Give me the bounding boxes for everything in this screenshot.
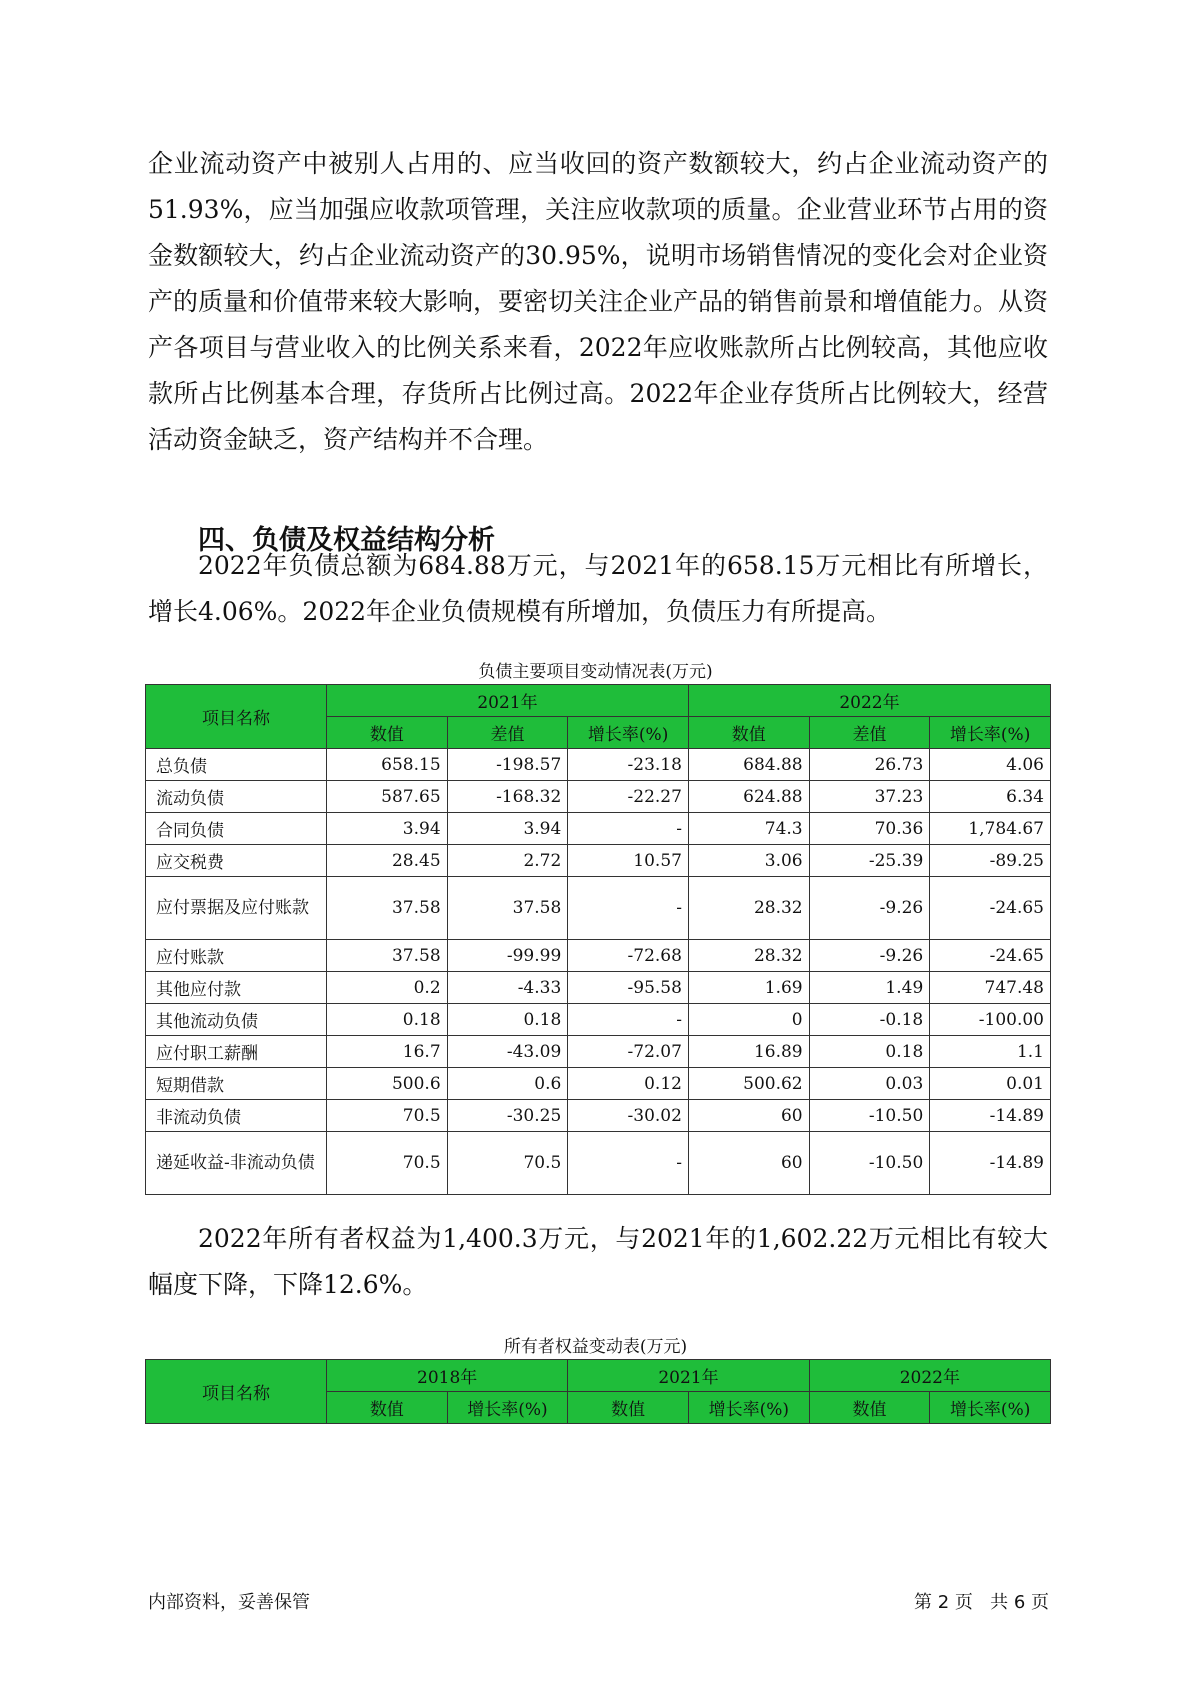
table-row	[146, 940, 1051, 972]
rate-2021: -72.07	[568, 1036, 689, 1068]
table-row	[146, 781, 1051, 813]
value-2022: 0	[688, 1004, 809, 1036]
diff-2021: 37.58	[447, 877, 568, 940]
rate-2021: -	[568, 1004, 689, 1036]
rate-2021: -30.02	[568, 1100, 689, 1132]
diff-2021: 70.5	[447, 1132, 568, 1195]
diff-2022: 26.73	[809, 749, 930, 781]
equity-table	[145, 1359, 1051, 1424]
header-year-2018: 2018年	[326, 1360, 567, 1392]
table-row	[146, 845, 1051, 877]
rate-2021: -	[568, 813, 689, 845]
rate-2022: -24.65	[930, 877, 1051, 940]
value-2021: 70.5	[326, 1132, 447, 1195]
value-2021: 587.65	[326, 781, 447, 813]
rate-2022: -14.89	[930, 1132, 1051, 1195]
header-year-2022: 2022年	[688, 685, 1050, 717]
value-2021: 0.18	[326, 1004, 447, 1036]
diff-2022: 0.03	[809, 1068, 930, 1100]
value-2022: 1.69	[688, 972, 809, 1004]
value-2022: 500.62	[688, 1068, 809, 1100]
header-value: 数值	[809, 1392, 930, 1424]
rate-2021: -72.68	[568, 940, 689, 972]
header-rate: 增长率(%)	[568, 717, 689, 749]
header-value: 数值	[568, 1392, 689, 1424]
diff-2021: -99.99	[447, 940, 568, 972]
diff-2022: -25.39	[809, 845, 930, 877]
table-row	[146, 1036, 1051, 1068]
footer-page-number: 第 2 页 共 6 页	[914, 1592, 1049, 1613]
rate-2021: -	[568, 1132, 689, 1195]
rate-2022: -24.65	[930, 940, 1051, 972]
diff-2021: 0.6	[447, 1068, 568, 1100]
row-name: 其他流动负债	[146, 1004, 327, 1036]
diff-2021: -43.09	[447, 1036, 568, 1068]
header-year-2021: 2021年	[326, 685, 688, 717]
value-2021: 37.58	[326, 940, 447, 972]
table-row	[146, 877, 1051, 940]
paragraph-liabilities-summary: 2022年负债总额为684.88万元，与2021年的658.15万元相比有所增长，增长4.06%。2022年企业负债规模有所增加，负债压力有所提高。	[148, 551, 1048, 626]
footer-confidential-note: 内部资料，妥善保管	[148, 1592, 310, 1613]
diff-2021: -4.33	[447, 972, 568, 1004]
value-2021: 28.45	[326, 845, 447, 877]
row-name: 流动负债	[146, 781, 327, 813]
diff-2021: 2.72	[447, 845, 568, 877]
value-2021: 0.2	[326, 972, 447, 1004]
rate-2022: -14.89	[930, 1100, 1051, 1132]
value-2022: 16.89	[688, 1036, 809, 1068]
diff-2022: 0.18	[809, 1036, 930, 1068]
liability-table	[145, 684, 1051, 1195]
header-value: 数值	[326, 717, 447, 749]
header-value: 数值	[326, 1392, 447, 1424]
diff-2022: -9.26	[809, 877, 930, 940]
paragraph-equity-summary: 2022年所有者权益为1,400.3万元，与2021年的1,602.22万元相比有较大幅度下降，下降12.6%。	[148, 1224, 1048, 1299]
diff-2022: 1.49	[809, 972, 930, 1004]
table-row	[146, 813, 1051, 845]
header-year-2022: 2022年	[809, 1360, 1050, 1392]
row-name: 非流动负债	[146, 1100, 327, 1132]
header-rate: 增长率(%)	[688, 1392, 809, 1424]
value-2021: 16.7	[326, 1036, 447, 1068]
value-2021: 500.6	[326, 1068, 447, 1100]
table-row	[146, 972, 1051, 1004]
rate-2022: 4.06	[930, 749, 1051, 781]
diff-2021: 0.18	[447, 1004, 568, 1036]
header-value: 数值	[688, 717, 809, 749]
value-2021: 658.15	[326, 749, 447, 781]
value-2021: 70.5	[326, 1100, 447, 1132]
value-2022: 3.06	[688, 845, 809, 877]
diff-2021: -168.32	[447, 781, 568, 813]
row-name: 递延收益-非流动负债	[146, 1132, 327, 1195]
rate-2021: -23.18	[568, 749, 689, 781]
diff-2021: -198.57	[447, 749, 568, 781]
liability-table-caption: 负债主要项目变动情况表(万元)	[478, 662, 713, 682]
rate-2021: -	[568, 877, 689, 940]
table-row	[146, 1132, 1051, 1195]
diff-2022: -10.50	[809, 1132, 930, 1195]
value-2022: 60	[688, 1100, 809, 1132]
row-name: 其他应付款	[146, 972, 327, 1004]
table-row	[146, 1100, 1051, 1132]
value-2022: 74.3	[688, 813, 809, 845]
value-2022: 684.88	[688, 749, 809, 781]
value-2021: 3.94	[326, 813, 447, 845]
header-diff: 差值	[809, 717, 930, 749]
row-name: 应付职工薪酬	[146, 1036, 327, 1068]
rate-2021: -95.58	[568, 972, 689, 1004]
header-rate: 增长率(%)	[930, 717, 1051, 749]
row-name: 应交税费	[146, 845, 327, 877]
paragraph-assets-analysis: 企业流动资产中被别人占用的、应当收回的资产数额较大，约占企业流动资产的51.93%，应当加强应收款项管理，关注应收款项的质量。企业营业环节占用的资金数额较大，约占企业流动资产的30.95%，说明市场销售情况的变化会对企业资产的质量和价值带来较大影响，要密切关注企业产品的销售前景和增值能力。从资产各项目与营业收入的比例关系来看，2022年应收账款所占比例较高，其他应收款所占比例基本合理，存货所占比例过高。2022年企业存货所占比例较大，经营活动资金缺乏，资产结构并不合理。	[148, 149, 1049, 454]
rate-2022: -100.00	[930, 1004, 1051, 1036]
section-heading-liabilities-equity: 四、负债及权益结构分析	[198, 525, 495, 556]
row-name: 应付票据及应付账款	[146, 877, 327, 940]
rate-2022: 1,784.67	[930, 813, 1051, 845]
diff-2022: 70.36	[809, 813, 930, 845]
row-name: 合同负债	[146, 813, 327, 845]
diff-2022: -9.26	[809, 940, 930, 972]
rate-2022: 6.34	[930, 781, 1051, 813]
table-row	[146, 749, 1051, 781]
row-name: 短期借款	[146, 1068, 327, 1100]
rate-2021: 10.57	[568, 845, 689, 877]
row-name: 应付账款	[146, 940, 327, 972]
rate-2022: 0.01	[930, 1068, 1051, 1100]
header-item-name: 项目名称	[146, 1360, 327, 1424]
table-row	[146, 1004, 1051, 1036]
rate-2021: -22.27	[568, 781, 689, 813]
header-rate: 增长率(%)	[930, 1392, 1051, 1424]
value-2022: 28.32	[688, 940, 809, 972]
rate-2022: 1.1	[930, 1036, 1051, 1068]
rate-2021: 0.12	[568, 1068, 689, 1100]
diff-2022: 37.23	[809, 781, 930, 813]
diff-2022: -0.18	[809, 1004, 930, 1036]
value-2022: 624.88	[688, 781, 809, 813]
diff-2021: 3.94	[447, 813, 568, 845]
diff-2022: -10.50	[809, 1100, 930, 1132]
row-name: 总负债	[146, 749, 327, 781]
diff-2021: -30.25	[447, 1100, 568, 1132]
header-diff: 差值	[447, 717, 568, 749]
rate-2022: 747.48	[930, 972, 1051, 1004]
header-rate: 增长率(%)	[447, 1392, 568, 1424]
table-row	[146, 1068, 1051, 1100]
value-2022: 60	[688, 1132, 809, 1195]
value-2021: 37.58	[326, 877, 447, 940]
header-year-2021: 2021年	[568, 1360, 809, 1392]
rate-2022: -89.25	[930, 845, 1051, 877]
header-item-name: 项目名称	[146, 685, 327, 749]
value-2022: 28.32	[688, 877, 809, 940]
equity-table-caption: 所有者权益变动表(万元)	[503, 1337, 688, 1357]
